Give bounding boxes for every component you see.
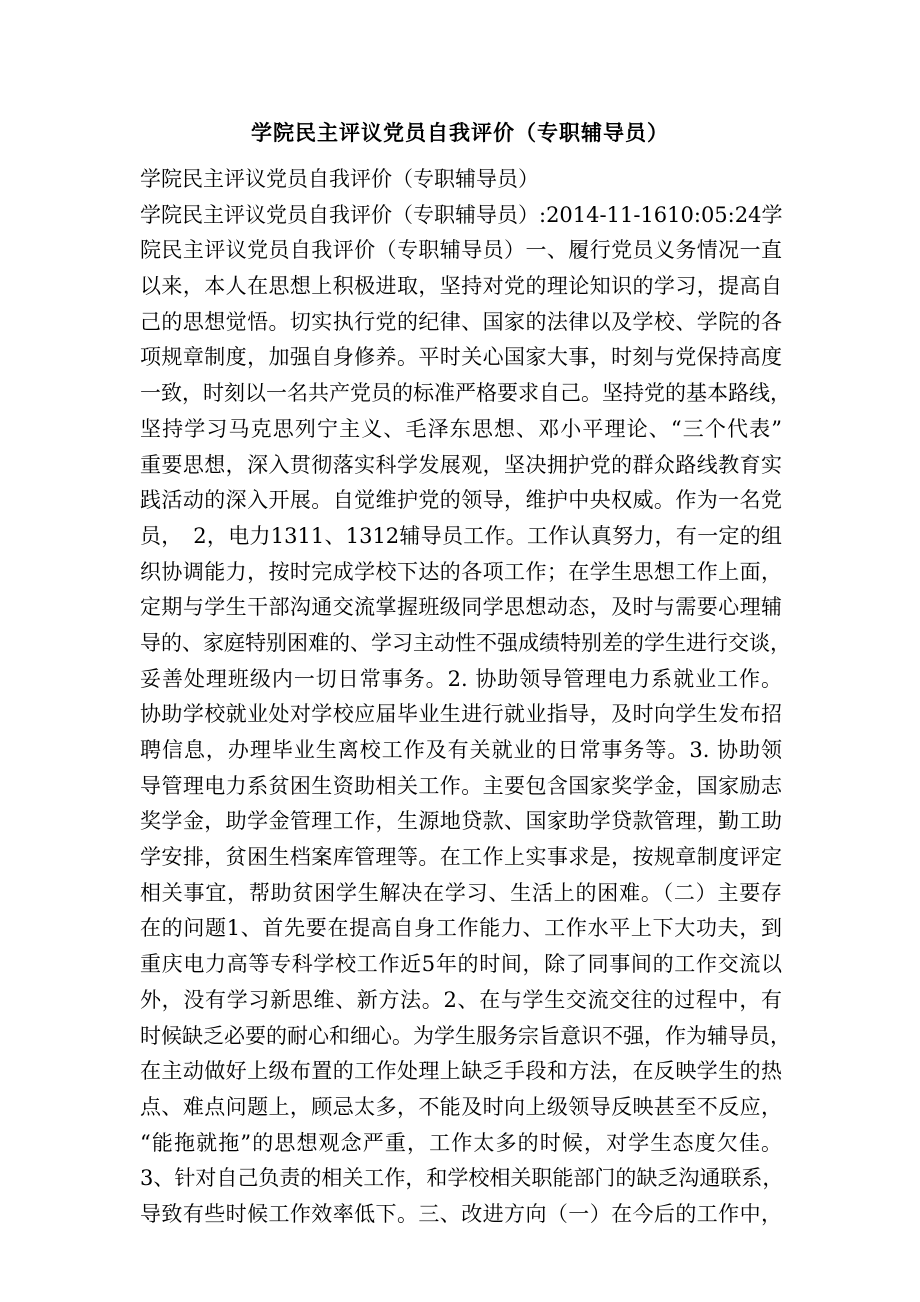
body-line: 在主动做好上级布置的工作处理上缺乏手段和方法，在反映学生的热 (140, 1059, 782, 1084)
body-line: 时候缺乏必要的耐心和细心。为学生服务宗旨意识不强，作为辅导员， (140, 1023, 791, 1048)
body-line: 3、针对自己负责的相关工作，和学校相关职能部门的缺乏沟通联系， (140, 1166, 784, 1191)
body-line: 协助学校就业处对学校应届毕业生进行就业指导，及时向学生发布招 (140, 702, 782, 727)
body-line: 院民主评议党员自我评价（专职辅导员）一、履行党员义务情况一直 (140, 238, 782, 263)
body-line: 己的思想觉悟。切实执行党的纪律、国家的法律以及学校、学院的各 (140, 309, 782, 334)
body-line: 学院民主评议党员自我评价（专职辅导员）:2014-11-1610:05:24学 (140, 202, 783, 227)
body-line: 织协调能力，按时完成学校下达的各项工作；在学生思想工作上面， (140, 559, 782, 584)
body-line: 外，没有学习新思维、新方法。2、在与学生交流交往的过程中，有 (140, 987, 782, 1012)
body-line: 在的问题1、首先要在提高自身工作能力、工作水平上下大功夫，到 (140, 916, 782, 941)
body-line: 以来，本人在思想上积极进取，坚持对党的理论知识的学习，提高自 (140, 274, 782, 299)
body-line: 导的、家庭特别困难的、学习主动性不强成绩特别差的学生进行交谈， (140, 630, 791, 655)
body-line: 一致，时刻以一名共产党员的标准严格要求自己。坚持党的基本路线， (140, 381, 791, 406)
body-line: 坚持学习马克思列宁主义、毛泽东思想、邓小平理论、“三个代表” (140, 416, 782, 441)
body-line: 践活动的深入开展。自觉维护党的领导，维护中央权威。作为一名党 (140, 488, 782, 513)
document-title: 学院民主评议党员自我评价（专职辅导员） (251, 121, 669, 145)
document-body (140, 162, 791, 1233)
body-line: 员， 2，电力1311、1312辅导员工作。工作认真努力，有一定的组 (140, 523, 782, 548)
body-line: 项规章制度，加强自身修养。平时关心国家大事，时刻与党保持高度 (140, 345, 782, 370)
body-line: “能拖就拖”的思想观念严重，工作太多的时候，对学生态度欠佳。 (140, 1130, 782, 1155)
body-line: 妥善处理班级内一切日常事务。2. 协助领导管理电力系就业工作。 (140, 666, 782, 691)
body-line: 定期与学生干部沟通交流掌握班级同学思想动态，及时与需要心理辅 (140, 595, 782, 620)
body-line: 相关事宜，帮助贫困学生解决在学习、生活上的困难。（二）主要存 (140, 880, 782, 905)
body-line: 重庆电力高等专科学校工作近5年的时间，除了同事间的工作交流以 (140, 952, 782, 977)
body-line: 导致有些时候工作效率低下。三、改进方向（一）在今后的工作中， (140, 1201, 782, 1226)
body-line: 聘信息，办理毕业生离校工作及有关就业的日常事务等。3. 协助领 (140, 738, 782, 762)
body-line: 奖学金，助学金管理工作，生源地贷款、国家助学贷款管理，勤工助 (140, 809, 782, 834)
body-line: 学院民主评议党员自我评价（专职辅导员） (140, 167, 539, 191)
body-line: 学安排，贫困生档案库管理等。在工作上实事求是，按规章制度评定 (140, 845, 782, 870)
body-line: 重要思想，深入贯彻落实科学发展观，坚决拥护党的群众路线教育实 (140, 452, 782, 477)
body-line: 点、难点问题上，顾忌太多，不能及时向上级领导反映甚至不反应， (140, 1094, 782, 1119)
body-line: 导管理电力系贫困生资助相关工作。主要包含国家奖学金，国家励志 (140, 773, 782, 798)
